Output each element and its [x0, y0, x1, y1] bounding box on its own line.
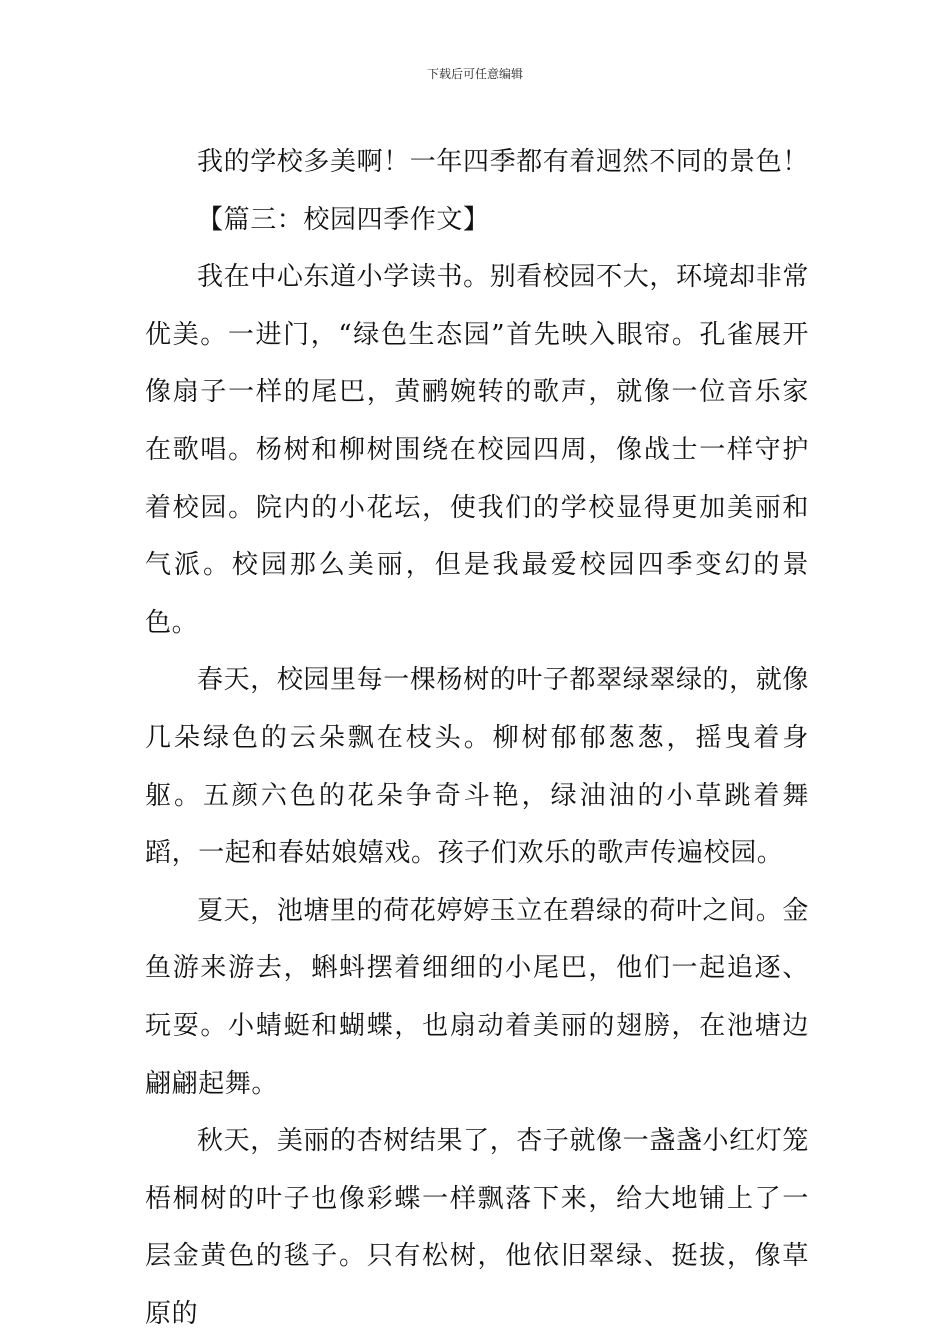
- paragraph-spring: 春天，校园里每一棵杨树的叶子都翠绿翠绿的，就像几朵绿色的云朵飘在枝头。柳树郁郁葱葱，摇曳着身躯。五颜六色的花朵争奇斗艳，绿油油的小草跳着舞蹈，一起和春姑娘嬉戏。孩子们欢乐的歌声传遍校园。: [145, 665, 809, 869]
- paragraph-summer: 夏天，池塘里的荷花婷婷玉立在碧绿的荷叶之间。金鱼游来游去，蝌蚪摆着细细的小尾巴，他们一起追逐、玩耍。小蜻蜓和蝴蝶，也扇动着美丽的翅膀，在池塘边翩翩起舞。: [145, 895, 809, 1099]
- page-header: 下载后可任意编辑: [426, 67, 523, 81]
- section-heading: 【篇三：校园四季作文】: [197, 204, 490, 235]
- paragraph-intro: 我在中心东道小学读书。别看校园不大，环境却非常优美。一进门，“绿色生态园”首先映入眼帘。孔雀展开像扇子一样的尾巴，黄鹂婉转的歌声，就像一位音乐家在歌唱。杨树和柳树围绕在校园四周，像战士一样守护着校园。院内的小花坛，使我们的学校显得更加美丽和气派。校园那么美丽，但是我最爱校园四季变幻的景色。: [145, 262, 809, 638]
- paragraph-school-beauty: 我的学校多美啊！一年四季都有着迥然不同的景色！: [197, 147, 809, 177]
- paragraph-autumn: 秋天，美丽的杏树结果了，杏子就像一盏盏小红灯笼梧桐树的叶子也像彩蝶一样飘落下来，给大地铺上了一层金黄色的毯子。只有松树，他依旧翠绿、挺拔，像草原的: [145, 1126, 809, 1329]
- document-body: [145, 134, 809, 1343]
